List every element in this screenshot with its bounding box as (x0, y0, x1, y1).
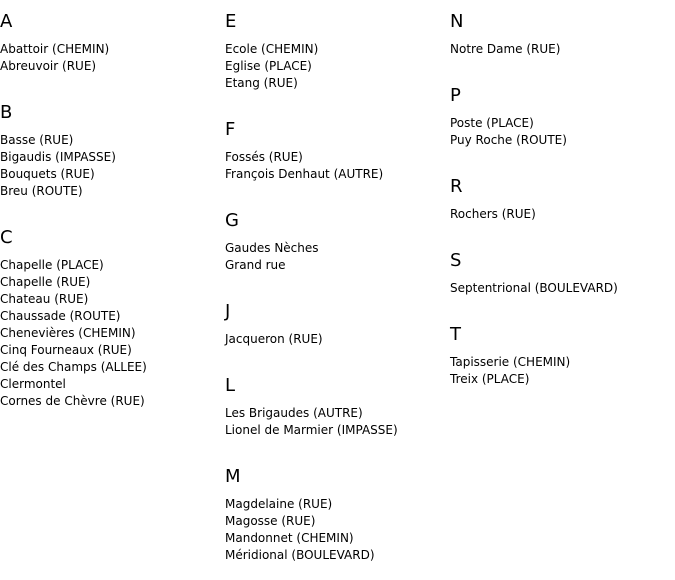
street-link[interactable]: Chenevières (CHEMIN) (0, 326, 136, 340)
street-link[interactable]: Chapelle (RUE) (0, 275, 91, 289)
street-link[interactable]: Basse (RUE) (0, 133, 74, 147)
letter-heading: A (0, 11, 13, 32)
street-list (225, 331, 445, 348)
street-link[interactable]: Mandonnet (CHEMIN) (225, 531, 354, 545)
letter-heading: L (225, 375, 236, 396)
letter-heading: R (450, 176, 463, 197)
street-list (450, 41, 670, 58)
letter-section (450, 74, 670, 149)
letter-heading: E (225, 11, 237, 32)
street-list (0, 41, 220, 75)
street-link[interactable]: Magdelaine (RUE) (225, 497, 333, 511)
letter-section (225, 0, 445, 92)
street-link[interactable]: Eglise (PLACE) (225, 59, 312, 73)
column-2 (225, 0, 445, 580)
column-1 (0, 0, 220, 426)
street-link[interactable]: Rochers (RUE) (450, 207, 536, 221)
street-list (225, 149, 445, 183)
letter-section (450, 0, 670, 58)
letter-section (450, 165, 670, 223)
street-link[interactable]: Magosse (RUE) (225, 514, 316, 528)
letter-heading: N (450, 11, 464, 32)
letter-section (225, 108, 445, 183)
street-link[interactable]: Breu (ROUTE) (0, 184, 83, 198)
letter-section (0, 0, 220, 75)
street-link[interactable]: Tapisserie (CHEMIN) (450, 355, 571, 369)
letter-section (225, 455, 445, 564)
letter-section (225, 290, 445, 348)
letter-heading: C (0, 227, 13, 248)
letter-section (450, 239, 670, 297)
letter-heading: T (450, 324, 461, 345)
street-link[interactable]: Puy Roche (ROUTE) (450, 133, 567, 147)
street-list (0, 257, 220, 410)
street-link[interactable]: Cornes de Chèvre (RUE) (0, 394, 145, 408)
street-list (450, 206, 670, 223)
street-list (450, 354, 670, 388)
street-link[interactable]: Méridional (BOULEVARD) (225, 548, 375, 562)
street-link[interactable]: Clermontel (0, 377, 66, 391)
street-link[interactable]: Poste (PLACE) (450, 116, 534, 130)
letter-section (225, 199, 445, 274)
street-link[interactable]: Ecole (CHEMIN) (225, 42, 319, 56)
letter-heading: G (225, 210, 239, 231)
street-link[interactable]: Treix (PLACE) (450, 372, 530, 386)
street-list (0, 132, 220, 200)
street-link[interactable]: Notre Dame (RUE) (450, 42, 561, 56)
letter-section (225, 364, 445, 439)
street-list (225, 41, 445, 92)
street-link[interactable]: Bigaudis (IMPASSE) (0, 150, 116, 164)
street-list (225, 496, 445, 564)
letter-heading: M (225, 466, 241, 487)
street-list (450, 115, 670, 149)
street-link[interactable]: Etang (RUE) (225, 76, 298, 90)
street-link[interactable]: Chapelle (PLACE) (0, 258, 104, 272)
street-list (225, 240, 445, 274)
street-link[interactable]: Clé des Champs (ALLEE) (0, 360, 147, 374)
street-link[interactable]: Cinq Fourneaux (RUE) (0, 343, 132, 357)
street-link[interactable]: Septentrional (BOULEVARD) (450, 281, 618, 295)
street-link[interactable]: Jacqueron (RUE) (225, 332, 323, 346)
letter-section (450, 313, 670, 388)
street-link[interactable]: Bouquets (RUE) (0, 167, 95, 181)
street-link[interactable]: Lionel de Marmier (IMPASSE) (225, 423, 398, 437)
street-link[interactable]: Fossés (RUE) (225, 150, 303, 164)
street-link[interactable]: Grand rue (225, 258, 286, 272)
letter-section (0, 91, 220, 200)
street-link[interactable]: Chateau (RUE) (0, 292, 89, 306)
letter-heading: S (450, 250, 462, 271)
street-link[interactable]: Abreuvoir (RUE) (0, 59, 97, 73)
letter-heading: F (225, 119, 236, 140)
letter-heading: J (225, 301, 231, 322)
street-list (225, 405, 445, 439)
street-link[interactable]: Les Brigaudes (AUTRE) (225, 406, 363, 420)
street-list (450, 280, 670, 297)
street-link[interactable]: Chaussade (ROUTE) (0, 309, 121, 323)
letter-heading: P (450, 85, 461, 106)
street-link[interactable]: François Denhaut (AUTRE) (225, 167, 384, 181)
letter-section (0, 216, 220, 410)
letter-heading: B (0, 102, 13, 123)
street-link[interactable]: Abattoir (CHEMIN) (0, 42, 110, 56)
column-3 (450, 0, 670, 404)
street-link[interactable]: Gaudes Nèches (225, 241, 319, 255)
